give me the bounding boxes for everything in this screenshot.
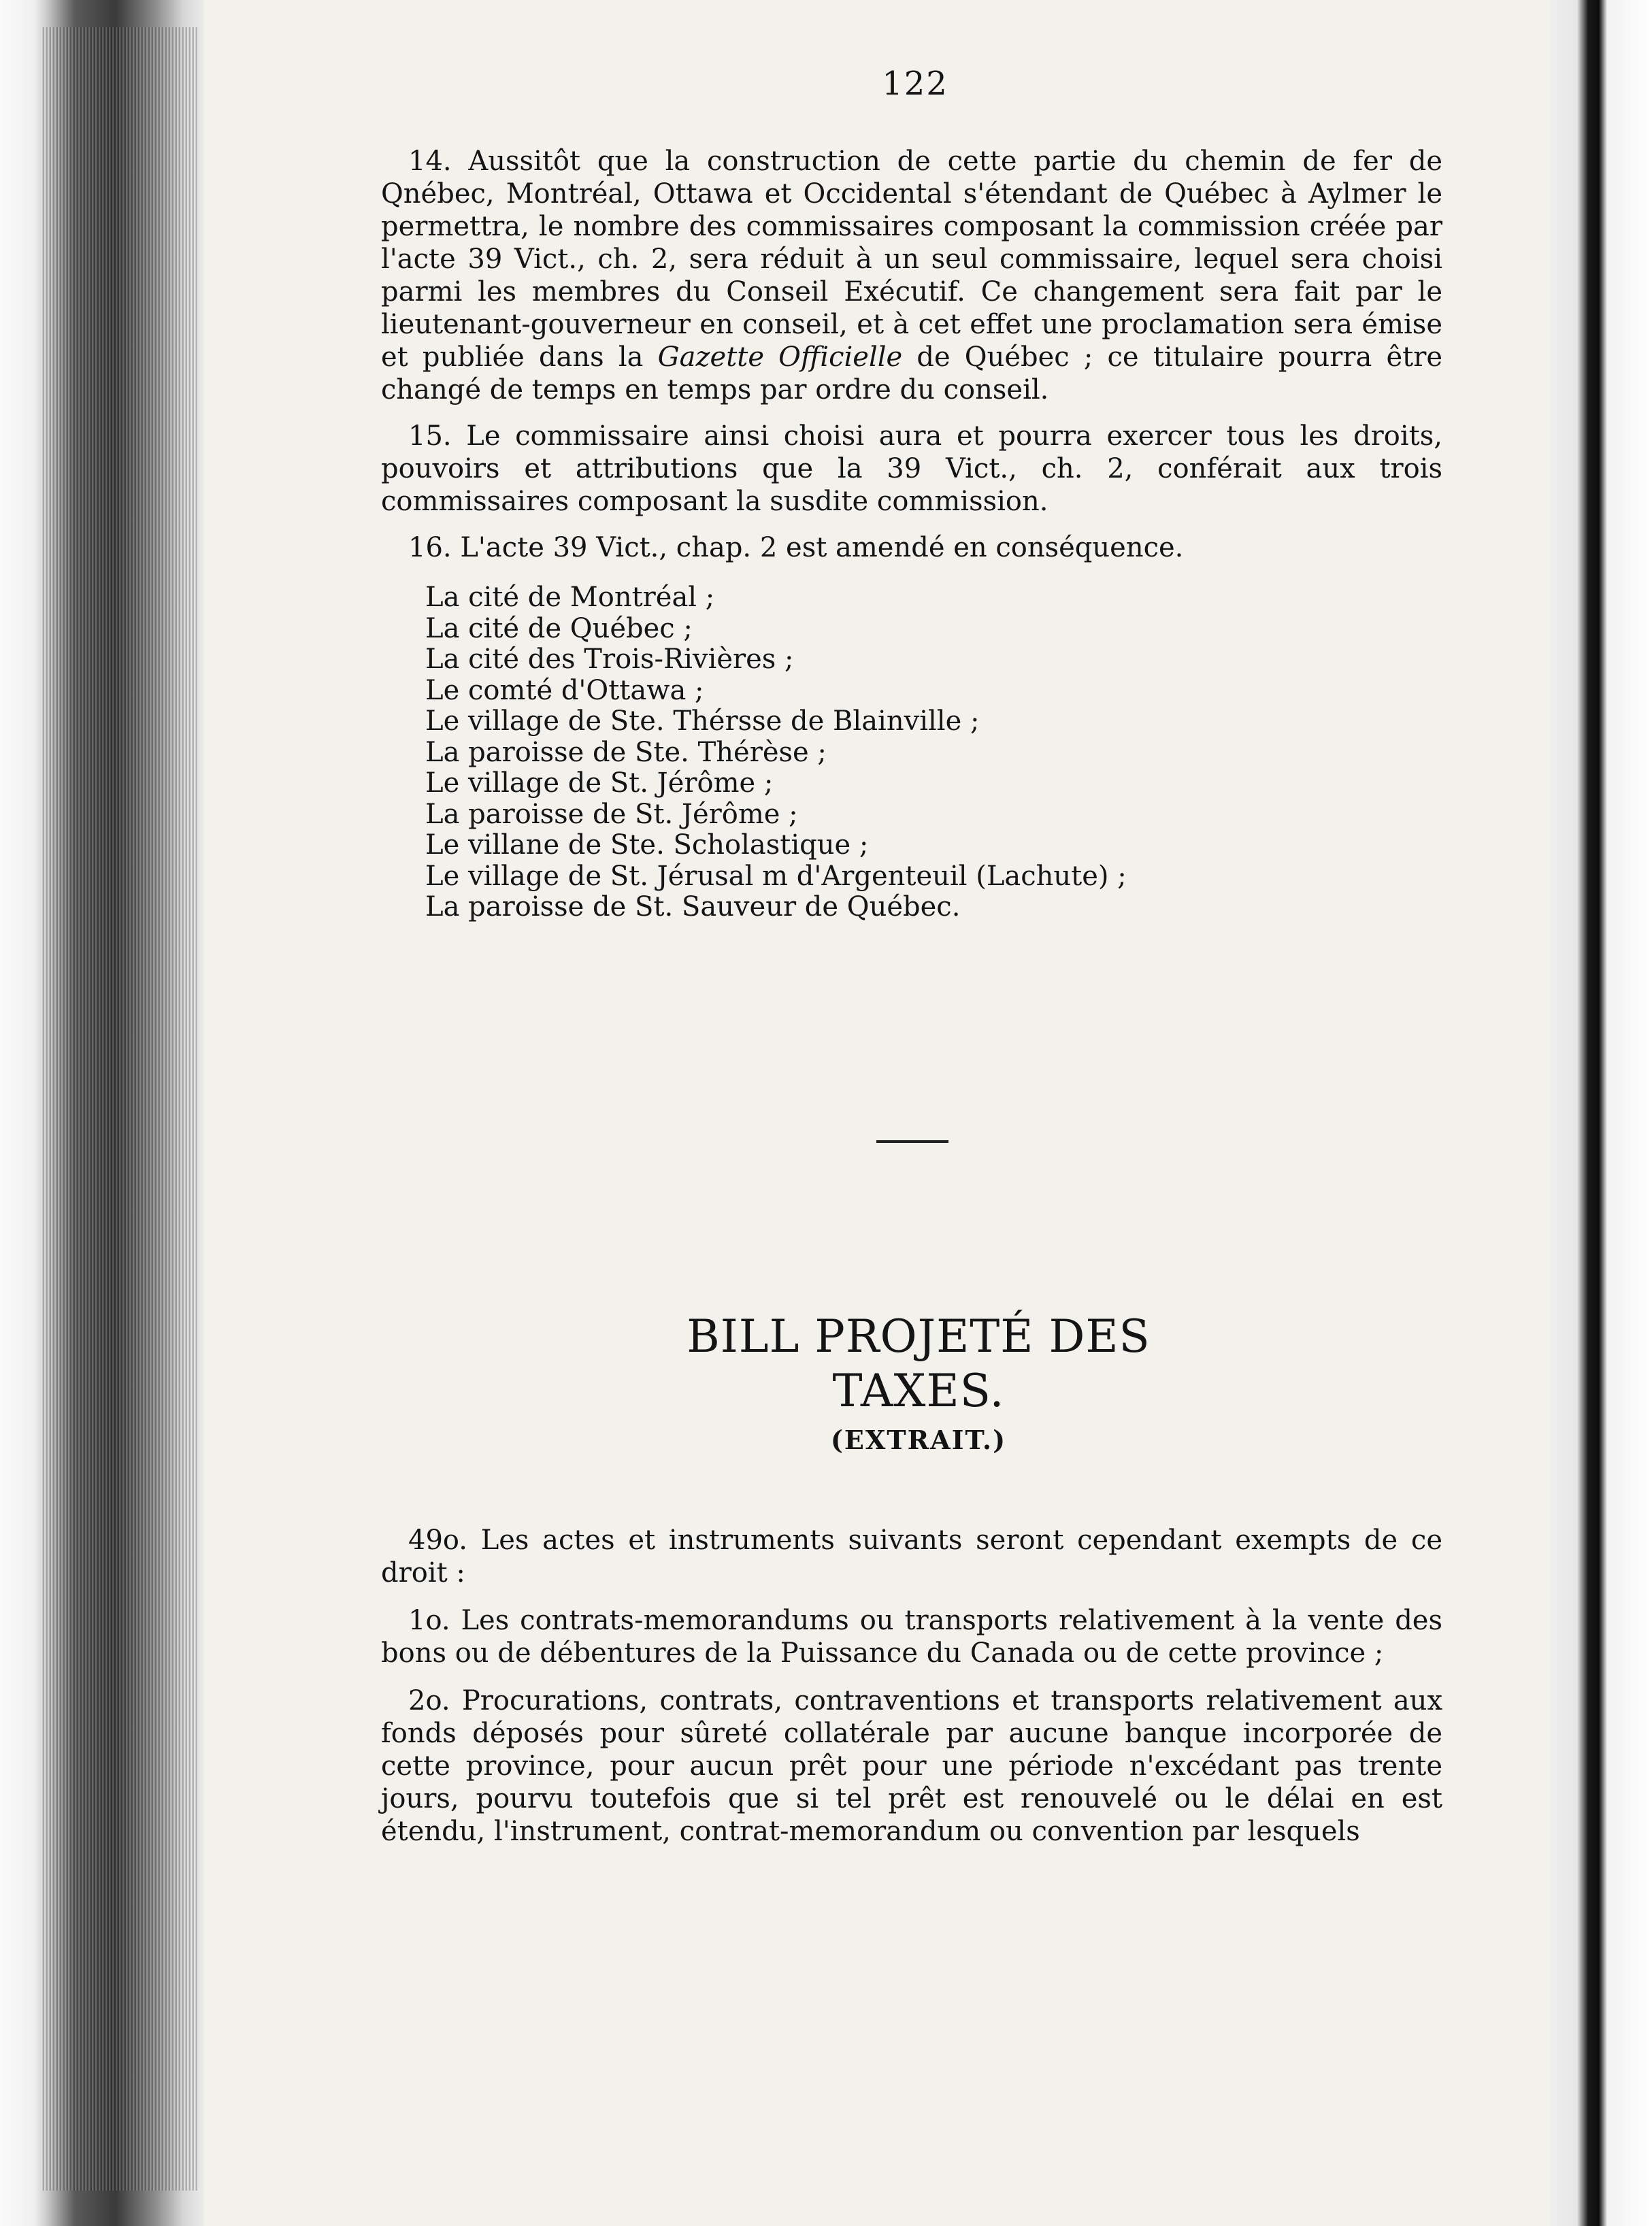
list-item: Le village de St. Jérusal m d'Argenteuil (Lachute) ; — [425, 860, 1127, 892]
list-item: Le village de Ste. Thérsse de Blainville ; — [425, 705, 980, 737]
paragraph-14-tail: de Québec ; ce titulaire pourra être changé de temps en temps par ordre du conseil. — [381, 342, 1443, 405]
list-item: La paroisse de St. Sauveur de Québec. — [425, 891, 961, 923]
list-item: La cité des Trois-Rivières ; — [425, 644, 794, 675]
paragraph-1o: 1o. Les contrats-memorandums ou transports relativement à la vente des bons ou de débentures de la Puissance du Canada ou de cette province ; — [381, 1605, 1442, 1669]
paragraph-16: 16. L'acte 39 Vict., chap. 2 est amendé en conséquence. — [408, 532, 1184, 563]
paragraph-2o: 2o. Procurations, contrats, contraventions et transports relativement aux fonds déposés pour sûreté collatérale par aucune banque incorporée de cette province, pour aucun prêt pour une période n'excédant pas trente jours, pourvu toutefois que si tel prêt est renouvelé ou le délai en est étendu, l'instrument, contrat-memorandum ou convention par lesquels — [381, 1685, 1442, 1847]
section-text-lower — [381, 1524, 1442, 1848]
list-item: La cité de Québec ; — [425, 612, 693, 644]
list-item: La cité de Montréal ; — [425, 582, 715, 613]
list-item: Le village de St. Jérôme ; — [425, 767, 774, 799]
list-item: Le comté d'Ottawa ; — [425, 674, 704, 706]
list-item: La paroisse de Ste. Thérèse ; — [425, 736, 827, 768]
paragraph-14-body: 14. Aussitôt que la construction de cette partie du chemin de fer de Qnébec, Montréal, Ottawa et Occidental s'étendant de Québec à Aylmer le permettra, le nombre des commissaires composant la commission créée par l'acte 39 Vict., ch. 2, sera réduit à un seul commissaire, lequel sera choisi parmi les membres du Conseil Exécutif. Ce changement sera fait par le lieutenant-gouverneur en conseil, et à cet effet une proclamation sera émise et publiée dans la — [381, 146, 1442, 373]
section-text-upper — [381, 145, 1442, 564]
page-stack-edge — [41, 27, 197, 2191]
section-divider — [876, 1140, 948, 1143]
paragraph-15: 15. Le commissaire ainsi choisi aura et pourra exercer tous les droits, pouvoirs et attributions que la 39 Vict., ch. 2, conférait aux trois commissaires composant la susdite commission. — [381, 420, 1442, 517]
places-list — [425, 582, 1378, 923]
section-subheading: (EXTRAIT.) — [830, 1425, 1007, 1455]
section-heading: BILL PROJETÉ DES TAXES. — [687, 1310, 1151, 1417]
scanned-right-margin — [1550, 0, 1652, 2226]
list-item: Le villane de Ste. Scholastique ; — [425, 829, 869, 861]
page-number: 122 — [882, 65, 948, 103]
list-item: La paroisse de St. Jérôme ; — [425, 798, 798, 830]
paragraph-49o: 49o. Les actes et instruments suivants seront cependant exempts de ce droit : — [381, 1525, 1442, 1589]
scanned-book-edge — [0, 0, 204, 2226]
paragraph-14 — [381, 145, 1442, 406]
gazette-officielle-title: Gazette Officielle — [657, 342, 903, 373]
